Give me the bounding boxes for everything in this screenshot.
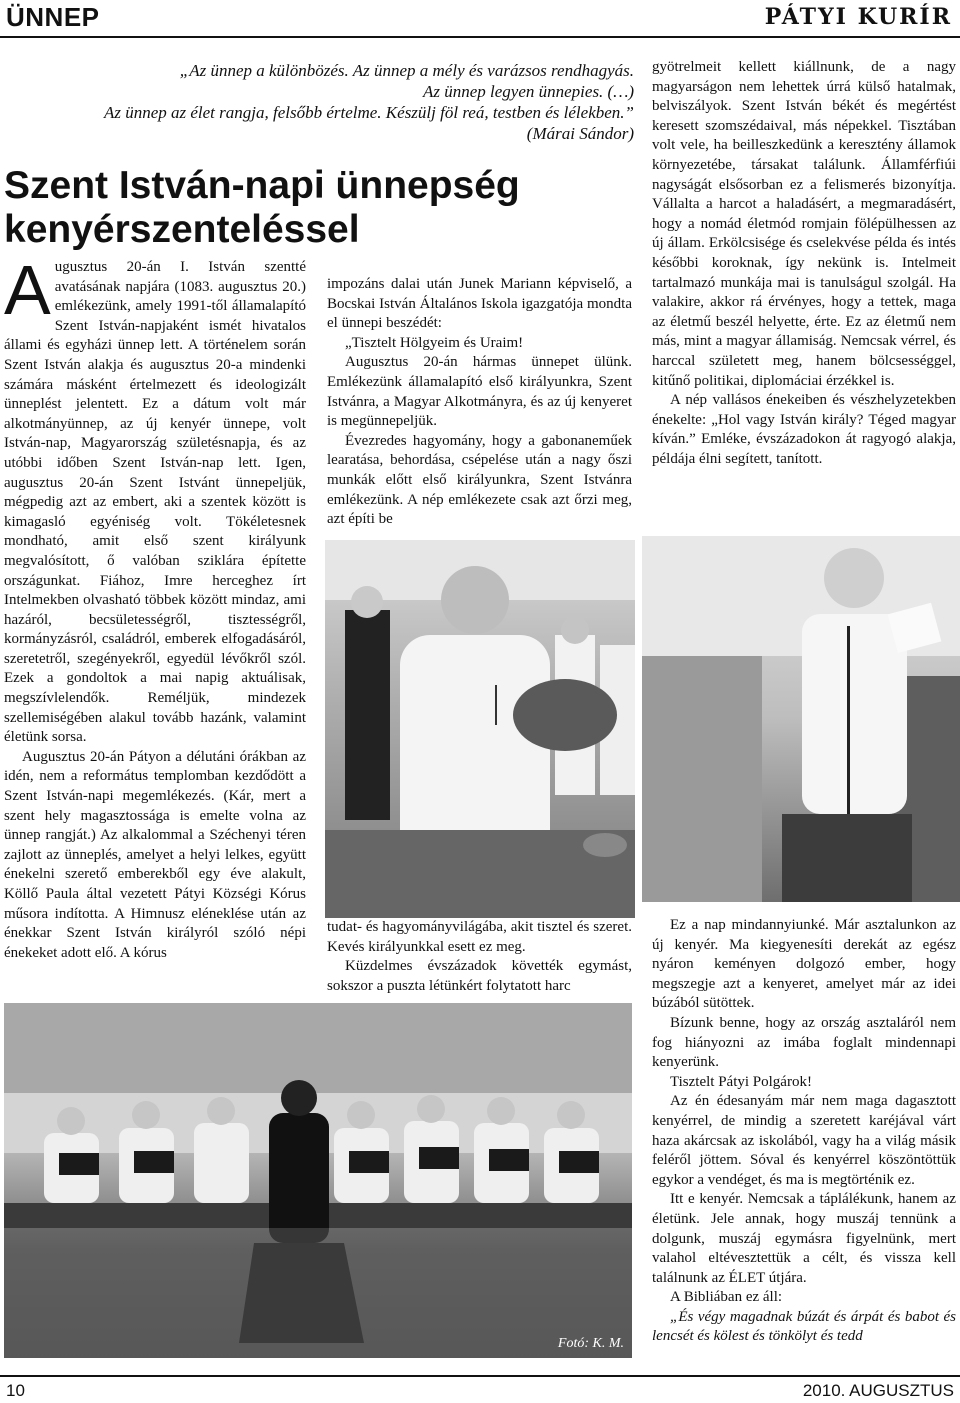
paragraph: tudat- és hagyományvilágába, akit tisztel és szeret. Kevés királyunkkal esett ez meg.: [327, 919, 632, 955]
paragraph: Itt e kenyér. Nemcsak a táplálékunk, hanem az életünk. Jele annak, hogy muszáj tennünk a dolgunk, muszáj egymásra figyelnünk, mert valahol eltévesztettük a célt, és vissza kell találnunk az ÉLET útjára.: [652, 1191, 956, 1286]
article-column-1: [4, 251, 306, 963]
paragraph: gyötrelmeit kellett kiállnunk, de a nagy magyarságon nem lehettek úrrá külső hatalmak, belviszályok. Szent István békét és megértést keresett szomszédaival, más népekkel. Tisztában volt vele, ha beilleszkedünk a keresztény államok környezetébe, társakat találunk. Államférfiúi nagyságát elsősorban ez a felismerés bizonyítja. Vállalta a harcot a haladásért, a megmaradásért, hogy a nomád életmód romjain fölépülhessen az új állam. Erkölcsisége és cselekvése példa és intés későbbi koroknak, így nekünk is. Intelmeit tartalmazó munkája mai is tanulságul szolgál. Ha valakire, akkor rá érvényes, hogy a tettek, maga az életmű beszél helyette, érte. Ez az életmű nem más, mint a magyar államiság. Nemcsak vérrel, és harccal született meg, hanem bölcsességgel, kitűnő politikai, diplomáciai érzékkel is.: [652, 59, 956, 389]
motto-quote: [6, 60, 634, 144]
motto-author: (Márai Sándor): [526, 124, 634, 143]
paragraph: impozáns dalai után Junek Mariann képviselő, a Bocskai István Általános Iskola igazgatója mondta el ünnepi beszédét:: [327, 276, 632, 332]
photo-credit: Fotó: K. M.: [557, 1336, 624, 1351]
issue-date: 2010. AUGUSZTUS: [802, 1381, 954, 1400]
photo-speaker-illustration: [642, 536, 960, 902]
photo-bread-blessing-illustration: [325, 540, 635, 918]
paragraph: Küzdelmes évszázadok követték egymást, sokszor a puszta létünkért folytatott harc: [327, 958, 632, 994]
section-title: ÜNNEP: [6, 2, 100, 32]
paragraph: Tisztelt Pátyi Polgárok!: [670, 1073, 812, 1090]
headline-line: Szent István-napi ünnepség: [4, 164, 520, 207]
article-headline: [4, 164, 644, 252]
footer-rule: [0, 1375, 960, 1377]
article-column-2: [327, 275, 632, 530]
paragraph: ugusztus 20-án I. István szentté avatásának napjára (1083. augusztus 20.) emlékezünk, amely 1991-től államalapító Szent István-napjaként ismét hivatalos állami és egyházi ünnep lett. A történelem során Szent István alakja és augusztus 20-a mindenki számára másként értelmezett és ideologizált ünneplést jelentett. Ez a dátum volt már alkotmányünnep, az új kenyér ünnepe, volt István-nap, Magyarország születésnapja, és az utóbbi időben Szent István-nap lett. Igen, augusztus 20-án Szent Istvánt ünnepeljük, mégpedig azt az embert, aki a szentek között is kimagasló egyéniség volt. Tökéletesnek mondható, amit első szent királyunk megvalósított, ő valóban sziklára építette országunkat. Fiához, Imre herceghez írt Intelmekben olvasható többek között mindaz, ami hazáról, becsületességről, tisztességről, kormányzásról, családról, emberek elfogadásáról, szeretetről, szegényekről, egyedül lévőkről szól. Ezek a gondoltok a mai napig aktuálisak, megszívlelendők. Reméljük, mindezek szellemiségében alakul tovább hazánk, valamint életünk sorsa.: [4, 259, 306, 746]
masthead: PÁTYI KURÍR: [764, 4, 952, 30]
headline-line: kenyérszenteléssel: [4, 208, 360, 251]
article-column-2-continued: [327, 918, 632, 996]
photo-speaker: [642, 536, 960, 902]
article-column-3-continued: [652, 916, 956, 1347]
motto-line: „Az ünnep a különbözés. Az ünnep a mély és varázsos rendhagyás.: [179, 61, 634, 80]
paragraph: Augusztus 20-án Pátyon a délutáni órákban az idén, nem a református templomban kezdődött a Szent István-napi megemlékezés. (Kár, mert a szent hely magasztossága is emelte volna az ünnep rangját.) Az alkalommal a Széchenyi téren zajlott az ünneplés, amelyet a helyi lelkes, együtt énekelni szerető emberekből egy éve alakult, Köllő Paula által vezetett Pátyi Községi Kórus műsora indította. A Himnusz eléneklése után az énekkar Szent István királyról szóló népi énekeket adott elő. A kórus: [4, 748, 306, 961]
paragraph: „Tisztelt Hölgyeim és Uraim!: [345, 334, 524, 351]
paragraph: „És végy magadnak búzát és árpát és babot és lencsét és kölest és tönkölyt és tedd: [652, 1308, 956, 1345]
photo-bread-blessing: [325, 540, 635, 918]
paragraph: A Bibliában ez áll:: [670, 1289, 783, 1306]
paragraph: A nép vallásos énekeiben és vészhelyzetekben énekelte: „Hol vagy István király? Téged magyar kíván.” Emléke, évszázadokon át ragyogó alakja, példája élni segített, tanított.: [652, 392, 956, 467]
photo-choir: [4, 1003, 632, 1358]
paragraph: Bízunk benne, hogy az ország asztaláról nem fog hiányozni az imába foglalt mindennapi kenyerünk.: [652, 1014, 956, 1071]
paragraph: Ez a nap mindannyiunké. Már asztalunkon az új kenyér. Ma kiegyenesíti derekát az egész nyáron keményen dolgozó ember, hogy megszegje azt a kenyeret, amelyet már az idei búzából sütöttek.: [652, 917, 956, 1012]
paragraph: Az én édesanyám már nem maga dagasztott kenyérrel, de mindig a szeretett karéjával várt haza akárcsak az iskolából, vagy ha a világ másik feléről jöttem. Sóval és kenyérrel köszöntöttük egykor a vendéget, és ma is megtörténik ez.: [652, 1093, 956, 1188]
page-number: 10: [6, 1381, 25, 1400]
paragraph: Augusztus 20-án hármas ünnepet ülünk. Emlékezünk államalapító első királyunkra, Szent Istvánra, a Magyar Alkotmányra, és az új kenyeret is megünnepeljük.: [327, 354, 632, 430]
photo-choir-illustration: [4, 1003, 632, 1358]
motto-line: Az ünnep legyen ünnepies. (…): [422, 82, 634, 101]
drop-cap: A: [4, 251, 51, 329]
article-column-3: [652, 58, 956, 469]
header-rule: [0, 36, 960, 38]
motto-line: Az ünnep az élet rangja, felsőbb értelme. Készülj föl reá, testben és lélekben.”: [103, 103, 634, 122]
paragraph: Évezredes hagyomány, hogy a gabonaneműek learatása, behordása, csépelése után a nagy őszi munkák előtt első királyunkra, Szent Istvánra emlékezünk. A nép emlékezete csak azt őrzi meg, azt építi be: [327, 432, 632, 528]
